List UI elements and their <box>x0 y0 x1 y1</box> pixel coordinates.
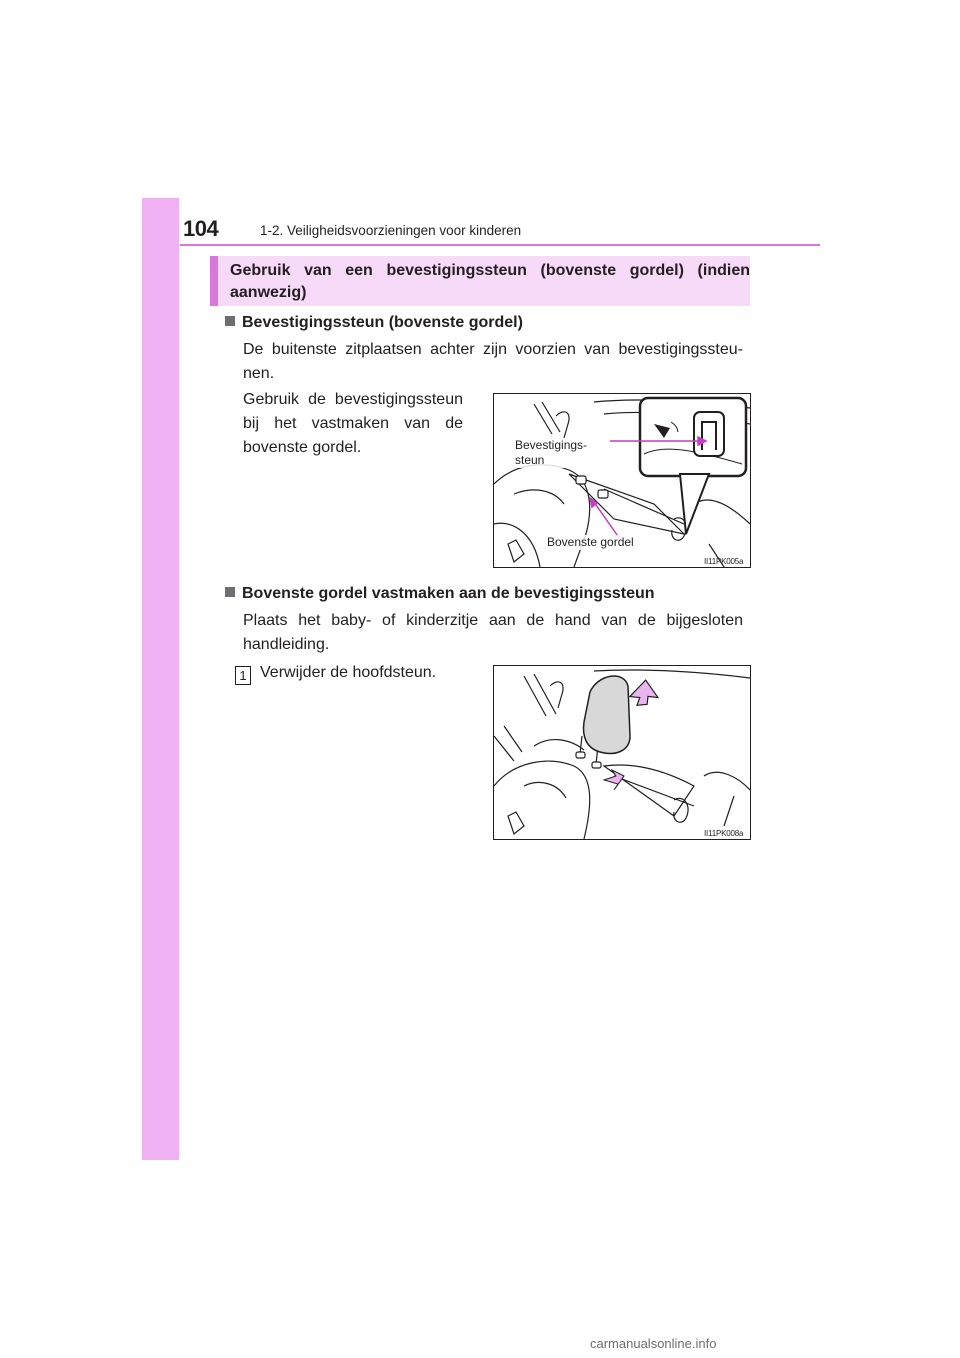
step-number-box: 1 <box>235 666 251 685</box>
anchor-bracket-figure <box>493 393 751 568</box>
headrest-removal-figure <box>493 665 751 840</box>
topic-heading-box <box>210 256 750 306</box>
section1-paragraph: De buitenste zitplaatsen achter zijn voorzien van bevestigingssteu-nen. <box>243 341 743 382</box>
square-bullet-icon <box>225 316 235 326</box>
chapter-sidebar-tab <box>142 198 179 1160</box>
section2-title-row <box>225 585 655 603</box>
bracket-callout-label <box>515 438 587 468</box>
belt-callout-label: Bovenste gordel <box>547 535 634 549</box>
topic-heading: Gebruik van een bevestigingssteun (bovenste gordel) (indien aanwezig) <box>230 262 750 301</box>
section2-paragraph: Plaats het baby- of kinderzitje aan de hand van de bijgesloten handleiding. <box>243 612 743 653</box>
bracket-label-line2: steun <box>515 453 545 467</box>
step-text: Verwijder de hoofdsteun. <box>260 664 437 681</box>
bracket-label-line1: Bevestigings- <box>515 438 588 452</box>
section1-paragraph2: Gebruik de bevestigingssteun bij het vastmaken van de bovenste gordel. <box>243 391 463 456</box>
watermark: carmanualsonline.info <box>590 1336 717 1351</box>
section-title: 1-2. Veiligheidsvoorzieningen voor kinderen <box>260 223 522 238</box>
page-number: 104 <box>183 216 219 241</box>
section2-title: Bovenste gordel vastmaken aan de bevestigingssteun <box>242 585 655 602</box>
figure2-code: II11PK008a <box>704 829 744 838</box>
square-bullet-icon <box>225 587 235 597</box>
section1-title: Bevestigingssteun (bovenste gordel) <box>242 314 523 331</box>
figure1-code: II11PK005a <box>704 557 744 566</box>
section1-title-row <box>225 314 523 332</box>
headrest-illustration <box>494 666 750 839</box>
header-divider <box>180 244 820 246</box>
